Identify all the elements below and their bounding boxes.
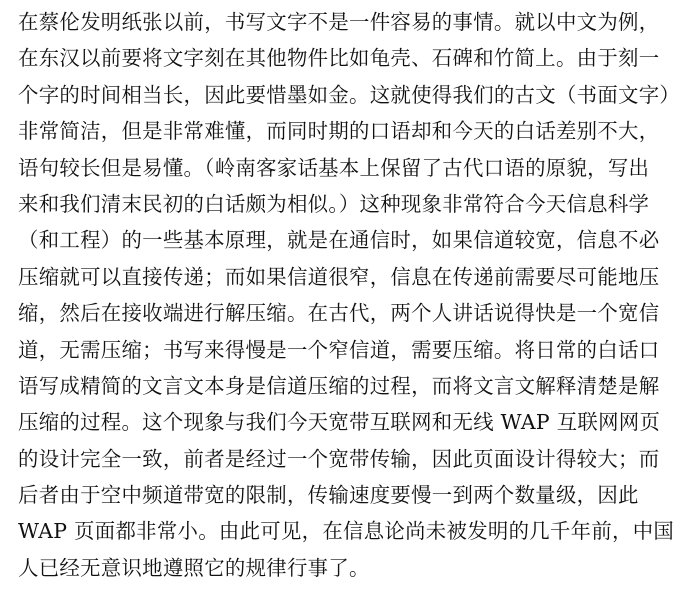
- text-line-8: 压缩就可以直接传递；而如果信道很窄，信息在传递前需要尽可能地压: [18, 264, 660, 289]
- text-line-15: WAP 页面都非常小。由此可见，在信息论尚未被发明的几千年前，中国: [18, 519, 675, 544]
- text-line-12: 压缩的过程。这个现象与我们今天宽带互联网和无线 WAP 互联网网页: [18, 410, 661, 435]
- text-line-16: 人已经无意识地遵照它的规律行事了。: [18, 555, 370, 580]
- text-line-6: 来和我们清末民初的白话颇为相似。）这种现象非常符合今天信息科学: [18, 191, 650, 216]
- body-paragraph: [18, 4, 686, 586]
- text-line-5: 语句较长但是易懂。（岭南客家话基本上保留了古代口语的原貌，写出: [18, 155, 650, 180]
- text-line-3: 个字的时间相当长，因此要惜墨如金。这就使得我们的古文（书面文字）: [18, 82, 681, 107]
- text-line-2: 在东汉以前要将文字刻在其他物件比如龟壳、石碑和竹简上。由于刻一: [18, 46, 660, 71]
- text-line-7: （和工程）的一些基本原理，就是在通信时，如果信道较宽，信息不必: [18, 228, 660, 253]
- text-line-9: 缩，然后在接收端进行解压缩。在古代，两个人讲话说得快是一个宽信: [18, 301, 660, 326]
- text-line-13: 的设计完全一致，前者是经过一个宽带传输，因此页面设计得较大；而: [18, 446, 660, 471]
- text-line-14: 后者由于空中频道带宽的限制，传输速度要慢一到两个数量级，因此: [18, 483, 639, 508]
- text-line-10: 道，无需压缩；书写来得慢是一个窄信道，需要压缩。将日常的白话口: [18, 337, 660, 362]
- text-line-4: 非常简洁，但是非常难懂，而同时期的口语却和今天的白话差别不大，: [18, 119, 660, 144]
- text-line-1: 在蔡伦发明纸张以前，书写文字不是一件容易的事情。就以中文为例，: [18, 10, 660, 34]
- text-line-11: 语写成精简的文言文本身是信道压缩的过程，而将文言文解释清楚是解: [18, 373, 660, 398]
